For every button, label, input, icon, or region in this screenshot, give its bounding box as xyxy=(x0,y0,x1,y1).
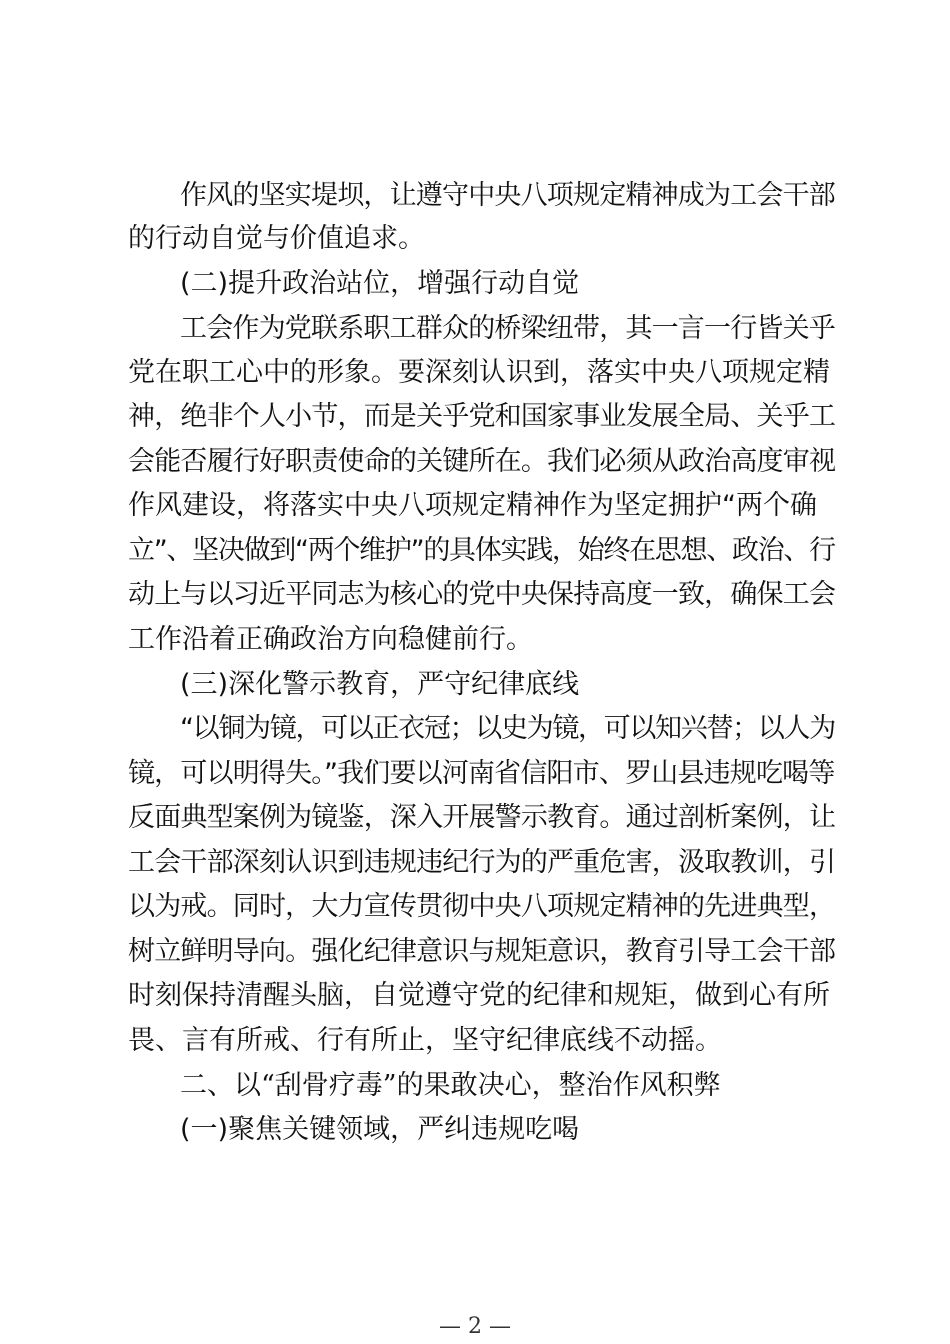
paragraph-line: 党在职工心中的形象。要深刻认识到，落实中央八项规定精 xyxy=(128,357,830,388)
paragraph-line: 神，绝非个人小节，而是关乎党和国家事业发展全局、关乎工 xyxy=(128,401,836,432)
chapter-heading: 二、以“刮骨疗毒”的果敢决心，整治作风积弊 xyxy=(180,1070,721,1101)
paragraph-line: 工作沿着正确政治方向稳健前行。 xyxy=(128,624,533,655)
paragraph-line: 时刻保持清醒头脑，自觉遵守党的纪律和规矩，做到心有所 xyxy=(128,980,830,1011)
paragraph-line: 的行动自觉与价值追求。 xyxy=(128,223,425,254)
paragraph-line: 工会作为党联系职工群众的桥梁纽带，其一言一行皆关乎 xyxy=(180,313,835,344)
paragraph-line: 反面典型案例为镜鉴，深入开展警示教育。通过剖析案例，让 xyxy=(128,802,836,833)
section-heading: (一)聚焦关键领域，严纠违规吃喝 xyxy=(180,1114,580,1145)
paragraph-line: 树立鲜明导向。强化纪律意识与规矩意识，教育引导工会干部 xyxy=(128,936,836,967)
paragraph-line: 立”、坚决做到“两个维护”的具体实践，始终在思想、政治、行 xyxy=(128,535,835,566)
paragraph-line: 以为戒。同时，大力宣传贯彻中央八项规定精神的先进典型， xyxy=(128,891,836,922)
paragraph-line: 镜，可以明得失。”我们要以河南省信阳市、罗山县违规吃喝等 xyxy=(128,758,835,789)
section-heading: (三)深化警示教育，严守纪律底线 xyxy=(180,669,580,700)
section-heading: (二)提升政治站位，增强行动自觉 xyxy=(180,268,580,299)
paragraph-line: 作风的坚实堤坝，让遵守中央八项规定精神成为工会干部 xyxy=(180,180,835,211)
page-number: — 2 — xyxy=(439,1314,511,1339)
paragraph-line: 工会干部深刻认识到违规违纪行为的严重危害，汲取教训，引 xyxy=(128,847,836,878)
paragraph-line: “以铜为镜，可以正衣冠；以史为镜，可以知兴替；以人为 xyxy=(180,713,835,744)
paragraph-line: 会能否履行好职责使命的关键所在。我们必须从政治高度审视 xyxy=(128,446,836,477)
paragraph-line: 作风建设，将落实中央八项规定精神作为坚定拥护“两个确 xyxy=(128,490,817,521)
paragraph-line: 动上与以习近平同志为核心的党中央保持高度一致，确保工会 xyxy=(128,579,836,610)
paragraph-line: 畏、言有所戒、行有所止，坚守纪律底线不动摇。 xyxy=(128,1025,722,1056)
